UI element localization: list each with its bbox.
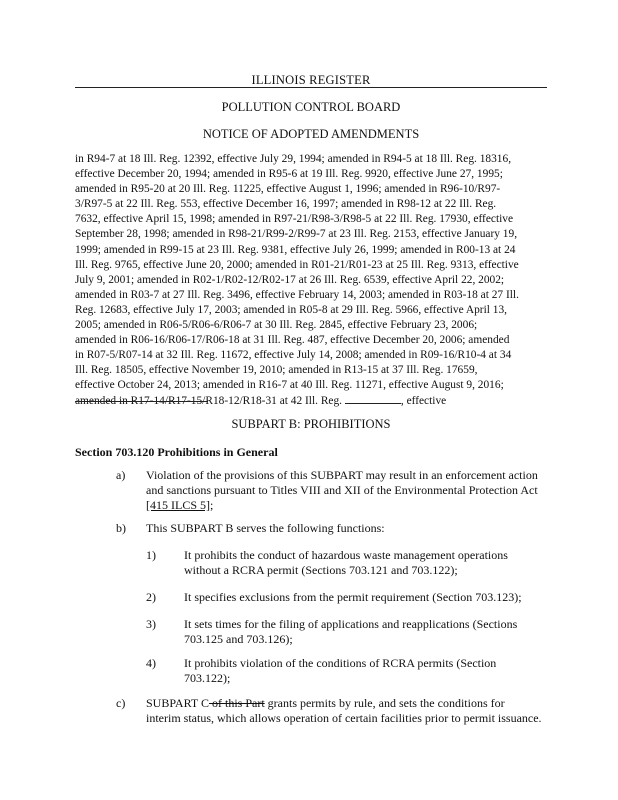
history-line: 2005; amended in R06-5/R06-6/R06-7 at 30 Ill. Reg. 2845, effective February 23, 2006; <box>75 319 478 332</box>
struck-citation: [415 ILCS 5] <box>146 498 210 512</box>
item-b4-text <box>184 656 496 686</box>
item-a-line3 <box>146 498 551 513</box>
history-line: July 9, 2001; amended in R02-1/R02-12/R02-17 at 26 Ill. Reg. 6539, effective April 22, 2002; <box>75 273 505 286</box>
item-b4-marker: 4) <box>146 656 156 670</box>
history-line: effective December 20, 1994; amended in R95-6 at 19 Ill. Reg. 9920, effective June 27, 1995; <box>75 168 503 181</box>
source-history <box>75 152 547 409</box>
section-heading: Section 703.120 Prohibitions in General <box>75 445 278 459</box>
item-b1-line1: It prohibits the conduct of hazardous waste management operations <box>184 548 508 562</box>
item-b2-text: It specifies exclusions from the permit requirement (Section 703.123); <box>184 590 522 604</box>
header-rule <box>75 87 547 88</box>
history-line: effective October 24, 2013; amended in R16-7 at 40 Ill. Reg. 11271, effective August 9, 2016; <box>75 379 504 392</box>
item-c-text <box>146 696 551 726</box>
item-b3-marker: 3) <box>146 617 156 631</box>
item-a-marker: a) <box>116 468 126 482</box>
item-b1-text <box>184 548 508 578</box>
history-line: Reg. 12683, effective July 17, 2003; amended in R05-8 at 29 Ill. Reg. 5966, effective April 13, <box>75 303 508 316</box>
item-c-line1 <box>146 696 551 711</box>
history-line: amended in R95-20 at 20 Ill. Reg. 11225, effective August 1, 1996; amended in R96-10/R97- <box>75 183 501 196</box>
item-c-line2: interim status, which allows operation of certain facilities prior to permit issuance. <box>146 711 542 725</box>
item-a-line1: Violation of the provisions of this SUBPART may result in an enforcement action <box>146 468 538 482</box>
history-line: amended in R03-7 at 27 Ill. Reg. 3496, effective February 14, 2003; amended in R03-18 at 27 Ill. <box>75 288 519 301</box>
history-line: September 28, 1998; amended in R98-21/R99-2/R99-7 at 23 Ill. Reg. 2153, effective January 19, <box>75 228 518 241</box>
item-b2-marker: 2) <box>146 590 156 604</box>
board-title: POLLUTION CONTROL BOARD <box>221 100 401 114</box>
item-b3-line2: 703.125 and 703.126); <box>184 632 293 646</box>
history-line: 7632, effective April 15, 1998; amended in R97-21/R98-3/R98-5 at 22 Ill. Reg. 17930, effective <box>75 213 514 226</box>
blank-register-page <box>345 394 401 404</box>
history-line: Ill. Reg. 9765, effective June 20, 2000; amended in R01-21/R01-23 at 25 Ill. Reg. 9313, effective <box>75 258 519 271</box>
item-b3-line1: It sets times for the filing of applications and reapplications (Sections <box>184 617 518 631</box>
history-line: in R94-7 at 18 Ill. Reg. 12392, effective July 29, 1994; amended in R94-5 at 18 Ill. Reg. 18316, <box>75 153 512 165</box>
notice-title: NOTICE OF ADOPTED AMENDMENTS <box>202 127 420 141</box>
register-header <box>75 73 547 89</box>
history-line: amended in R06-16/R06-17/R06-18 at 31 Ill. Reg. 487, effective December 20, 2006; amended <box>75 334 510 347</box>
history-line: in R07-5/R07-14 at 32 Ill. Reg. 11672, effective July 14, 2008; amended in R09-16/R10-4 at 34 <box>75 349 512 362</box>
history-line: 1999; amended in R99-15 at 23 Ill. Reg. 9381, effective July 26, 1999; amended in R00-13 at 24 <box>75 243 516 256</box>
struck-of-this-part: of this Part <box>208 696 265 710</box>
item-b4-line1: It prohibits violation of the conditions of RCRA permits (Section <box>184 656 497 670</box>
item-b1-line2: without a RCRA permit (Sections 703.121 and 703.122); <box>184 563 458 577</box>
item-c-marker: c) <box>116 696 126 710</box>
item-a-text <box>146 468 551 513</box>
history-line: 3/R97-5 at 22 Ill. Reg. 553, effective December 16, 1997; amended in R98-12 at 22 Ill. Reg. <box>75 198 497 211</box>
item-b-text: This SUBPART B serves the following functions: <box>146 521 385 535</box>
blank-effective-date <box>75 401 208 402</box>
history-last-before: amended in R17-14/R17-15/R18-12/R18-31 at 42 Ill. Reg. <box>75 394 345 407</box>
subpart-title: SUBPART B: PROHIBITIONS <box>231 417 391 431</box>
item-a-tail: ; <box>210 498 214 512</box>
history-line: Ill. Reg. 18505, effective November 19, 2010; amended in R13-15 at 37 Ill. Reg. 17659, <box>75 364 478 377</box>
item-c-pre: SUBPART C <box>146 696 209 710</box>
item-b-marker: b) <box>116 521 126 535</box>
item-b1-marker: 1) <box>146 548 156 562</box>
item-b3-text <box>184 617 517 647</box>
history-last-after: , effective <box>400 394 447 407</box>
item-a-line2: and sanctions pursuant to Titles VIII and XII of the Environmental Protection Act <box>146 483 538 497</box>
item-c-post: grants permits by rule, and sets the conditions for <box>264 696 505 710</box>
item-b4-line2: 703.122); <box>184 671 231 685</box>
register-title: ILLINOIS REGISTER <box>251 73 371 87</box>
